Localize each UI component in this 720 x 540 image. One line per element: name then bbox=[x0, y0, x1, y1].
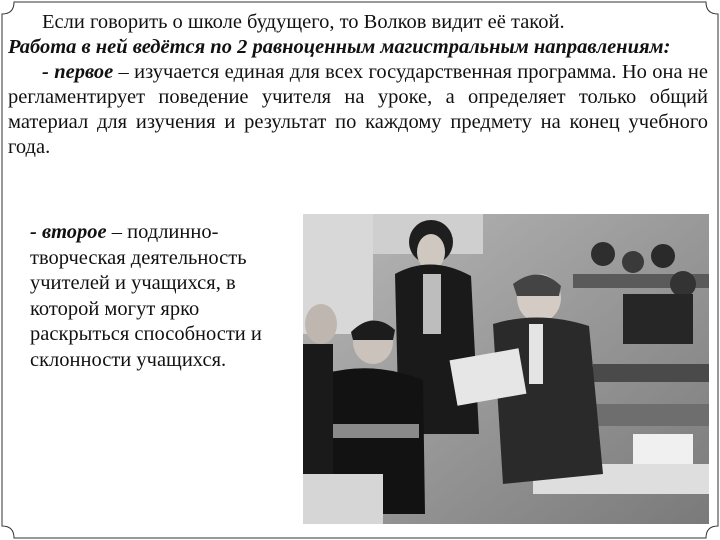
first-text: – изучается единая для всех государственная программа. Но она не регламентирует поведение учителя на уроке, а определяет только общий материал для изучения и результат по каждому предмету на конец учебного года. bbox=[8, 61, 708, 158]
second-term: второе bbox=[41, 221, 107, 243]
second-direction bbox=[30, 220, 298, 373]
classroom-photo bbox=[303, 214, 709, 524]
first-dash: - bbox=[42, 61, 55, 83]
second-text: – подлинно-творческая деятельность учителей и учащихся, в которой могут ярко раскрыться способности и склонности учащихся. bbox=[30, 221, 262, 371]
first-term: первое bbox=[54, 61, 114, 83]
main-text bbox=[8, 10, 708, 160]
intro-sentence: Если говорить о школе будущего, то Волков видит её такой. bbox=[42, 11, 565, 33]
classroom-photo-image bbox=[303, 214, 709, 524]
second-dash: - bbox=[30, 221, 42, 243]
first-direction bbox=[8, 60, 708, 160]
thesis-sentence: Работа в ней ведётся по 2 равноценным магистральным направлениям: bbox=[8, 36, 671, 58]
